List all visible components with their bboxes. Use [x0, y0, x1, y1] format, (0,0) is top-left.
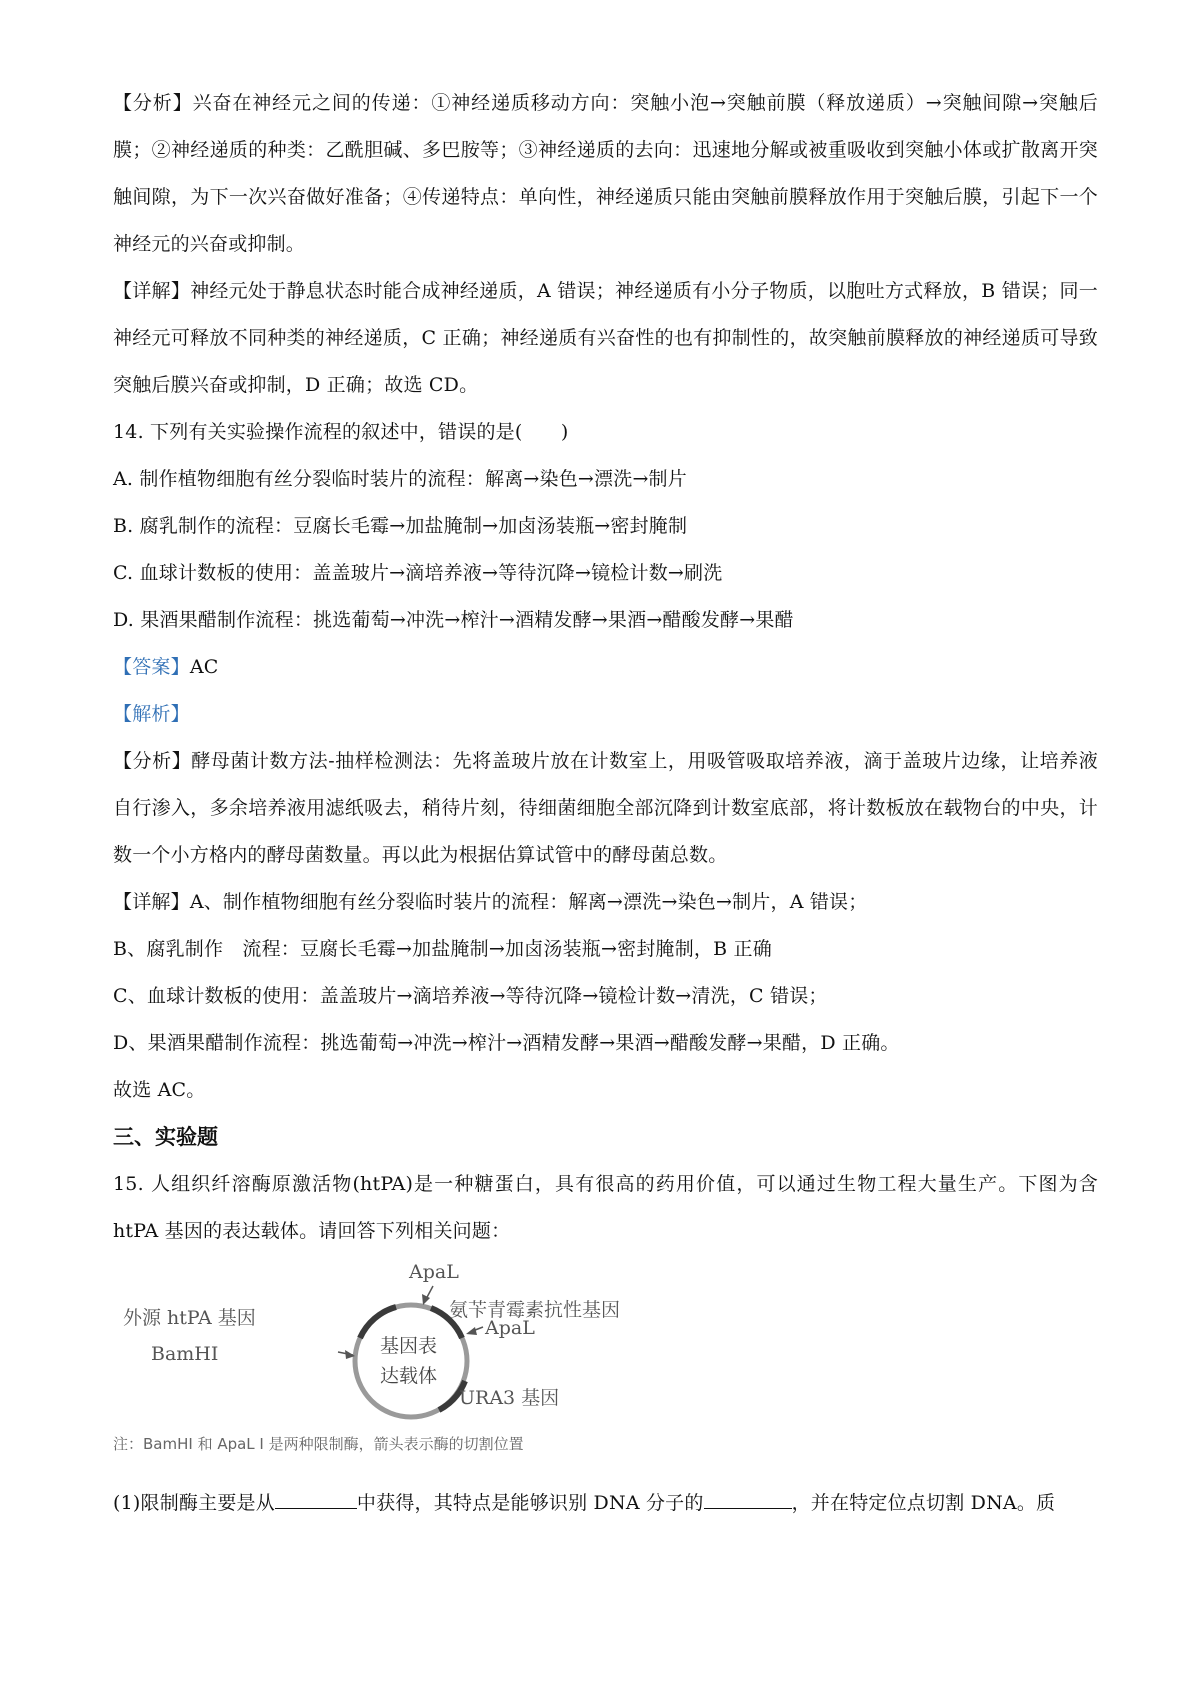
expression-vector-figure: [113, 1261, 673, 1476]
explanation-line: [113, 691, 1098, 738]
apal-right-arrow-head: [466, 1327, 477, 1335]
analysis-text: 兴奋在神经元之间的传递：①神经递质移动方向：突触小泡→突触前膜（释放递质）→突触间隙→突触后膜；②神经递质的种类：乙酰胆碱、多巴胺等；③神经递质的去向：迅速地分解或被重吸收到突触小体或扩散离开突触间隙，为下一次兴奋做好准备；④传递特点：单向性，神经递质只能由突触前膜释放作用于突触后膜，引起下一个神经元的兴奋或抑制。: [113, 92, 1098, 255]
question-14-option-b: B. 腐乳制作的流程：豆腐长毛霉→加盐腌制→加卤汤装瓶→密封腌制: [113, 515, 688, 537]
sub1-text-a: (1)限制酶主要是从: [113, 1492, 275, 1514]
q14-analysis-paragraph: [113, 738, 1098, 879]
apal-right-label: ApaL: [485, 1317, 535, 1339]
q14-detail-conclusion: 故选 AC。: [113, 1079, 206, 1101]
figure-note: 注：BamHI 和 ApaL I 是两种限制酶，箭头表示酶的切割位置: [113, 1435, 524, 1453]
explanation-tag: 【解析】: [113, 703, 190, 725]
document-page: [113, 0, 1098, 1527]
answer-line: [113, 644, 1098, 691]
q14-detail-tag: 【详解】: [113, 891, 190, 913]
detail-text: 神经元处于静息状态时能合成神经递质，A 错误；神经递质有小分子物质，以胞吐方式释放，B 错误；同一神经元可释放不同种类的神经递质，C 正确；神经递质有兴奋性的也有抑制性的，故突触前膜释放的神经递质可导致突触后膜兴奋或抑制，D 正确；故选 CD。: [113, 280, 1098, 396]
apal-top-label: ApaL: [409, 1261, 459, 1283]
bamhi-label: BamHI: [151, 1343, 219, 1365]
detail-tag: 【详解】: [113, 280, 191, 302]
question-14-option-a: A. 制作植物细胞有丝分裂临时装片的流程：解离→染色→漂洗→制片: [113, 468, 687, 490]
question-15-sub1: [113, 1480, 1098, 1527]
sub1-blank-2[interactable]: [704, 1486, 792, 1509]
q14-detail-text-a: A、制作植物细胞有丝分裂临时装片的流程：解离→漂洗→染色→制片，A 错误；: [189, 891, 868, 913]
answer-value: AC: [189, 656, 219, 678]
amp-resistance-label: 氨苄青霉素抗性基因: [449, 1299, 621, 1321]
q14-detail-line-d: D、果酒果醋制作流程：挑选葡萄→冲洗→榨汁→酒精发酵→果酒→醋酸发酵→果醋，D 正确。: [113, 1032, 900, 1054]
analysis-tag: 【分析】: [113, 92, 193, 114]
question-14-option-c: C. 血球计数板的使用：盖盖玻片→滴培养液→等待沉降→镜检计数→刷洗: [113, 562, 723, 584]
htpa-gene-label: 外源 htPA 基因: [123, 1307, 256, 1329]
detail-paragraph: [113, 268, 1098, 409]
question-14-option-d: D. 果酒果醋制作流程：挑选葡萄→冲洗→榨汁→酒精发酵→果酒→醋酸发酵→果醋: [113, 609, 794, 631]
sub1-blank-1[interactable]: [275, 1486, 357, 1509]
answer-tag: 【答案】: [113, 656, 190, 678]
ura3-gene-label: URA3 基因: [459, 1387, 560, 1409]
question-14-stem: 14. 下列有关实验操作流程的叙述中，错误的是( ): [113, 421, 569, 443]
sub1-text-b: 中获得，其特点是能够识别 DNA 分子的: [356, 1492, 704, 1514]
q14-detail-line-b: B、腐乳制作 流程：豆腐长毛霉→加盐腌制→加卤汤装瓶→密封腌制，B 正确: [113, 938, 772, 960]
vector-center-line1: 基因表: [380, 1335, 438, 1357]
q14-analysis-text: 酵母菌计数方法-抽样检测法：先将盖玻片放在计数室上，用吸管吸取培养液，滴于盖玻片边缘，让培养液自行渗入，多余培养液用滤纸吸去，稍待片刻，待细菌细胞全部沉降到计数室底部，将计数板放在载物台的中央，计数一个小方格内的酵母菌数量。再以此为根据估算试管中的酵母菌总数。: [113, 750, 1098, 866]
apal-top-arrow-head: [422, 1294, 430, 1305]
vector-center-line2: 达载体: [380, 1365, 438, 1387]
question-15-stem: 15. 人组织纤溶酶原激活物(htPA)是一种糖蛋白，具有很高的药用价值，可以通过生物工程大量生产。下图为含 htPA 基因的表达载体。请回答下列相关问题：: [113, 1173, 1098, 1242]
sub1-text-c: ，并在特定位点切割 DNA。质: [791, 1492, 1056, 1514]
q14-analysis-tag: 【分析】: [113, 750, 192, 772]
analysis-paragraph: [113, 80, 1098, 268]
q14-detail-line-c: C、血球计数板的使用：盖盖玻片→滴培养液→等待沉降→镜检计数→清洗，C 错误；: [113, 985, 828, 1007]
section-heading: 三、实验题: [113, 1125, 218, 1149]
q14-detail-line-a: [113, 879, 1098, 926]
